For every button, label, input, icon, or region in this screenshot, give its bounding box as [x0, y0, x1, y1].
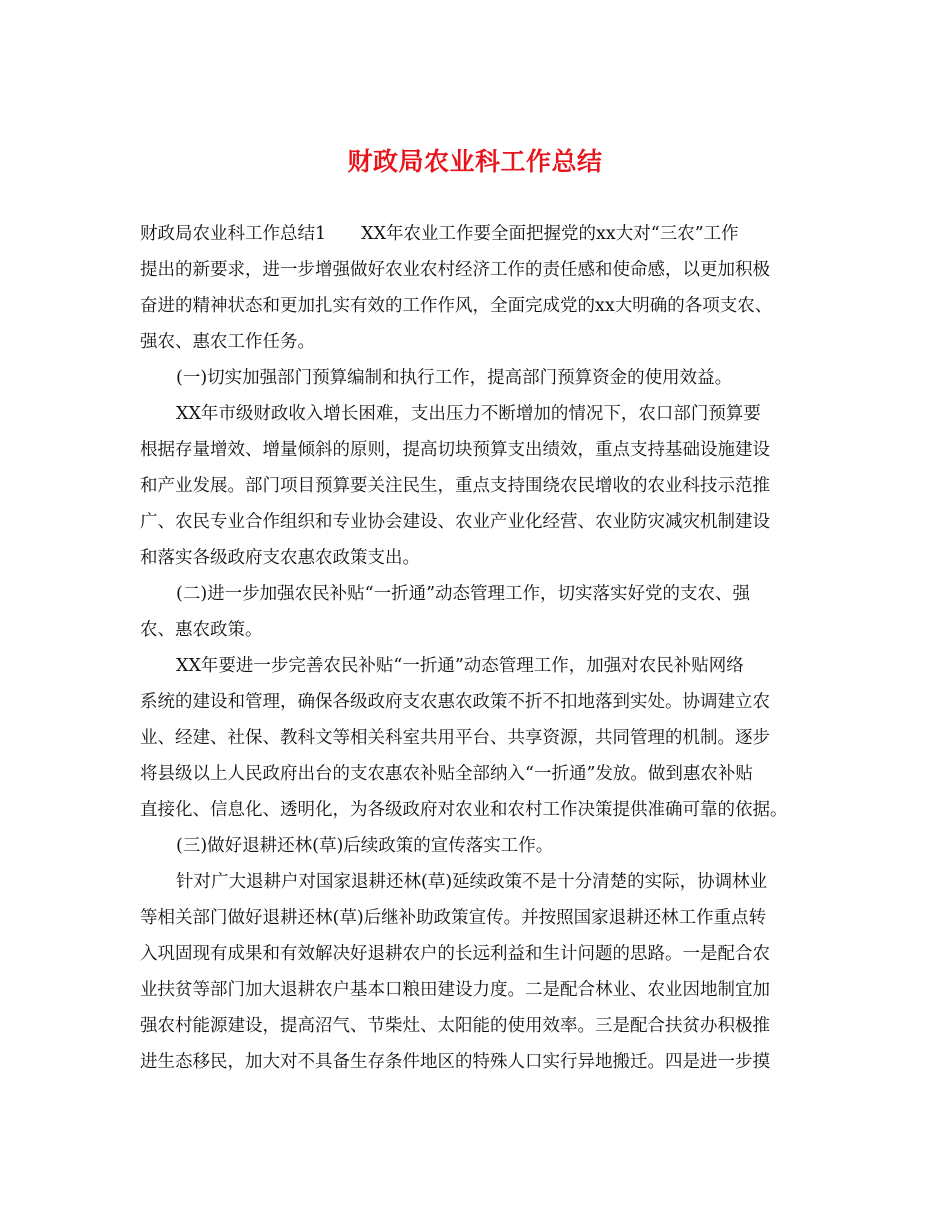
body-line: 强农、惠农工作任务。 — [140, 332, 315, 352]
section-heading: (三)做好退耕还林(草)后续政策的宣传落实工作。 — [176, 836, 554, 856]
body-line: 强农村能源建设，提高沼气、节柴灶、太阳能的使用效率。三是配合扶贫办积极推 — [140, 1016, 770, 1036]
body-line: 入巩固现有成果和有效解决好退耕农户的长远利益和生计问题的思路。一是配合农 — [140, 944, 770, 964]
body-line: 财政局农业科工作总结1 XX年农业工作要全面把握党的xx大对“三农”工作 — [140, 224, 739, 244]
section-heading: (二)进一步加强农民补贴“一折通”动态管理工作，切实落实好党的支农、强 — [176, 584, 751, 604]
body-line: 系统的建设和管理，确保各级政府支农惠农政策不折不扣地落到实处。协调建立农 — [140, 692, 770, 712]
body-line: XX年市级财政收入增长困难，支出压力不断增加的情况下，农口部门预算要 — [176, 404, 761, 424]
document-title: 财政局农业科工作总结 — [347, 147, 603, 176]
body-line: 进生态移民，加大对不具备生存条件地区的特殊人口实行异地搬迁。四是进一步摸 — [140, 1052, 770, 1072]
body-line: 针对广大退耕户对国家退耕还林(草)延续政策不是十分清楚的实际，协调林业 — [176, 872, 768, 892]
body-line: 根据存量增效、增量倾斜的原则，提高切块预算支出绩效，重点支持基础设施建设 — [140, 440, 770, 460]
body-line: 和产业发展。部门项目预算要关注民生，重点支持围绕农民增收的农业科技示范推 — [140, 476, 770, 496]
body-line: 将县级以上人民政府出台的支农惠农补贴全部纳入“一折通”发放。做到惠农补贴 — [140, 764, 753, 784]
body-line: 农、惠农政策。 — [140, 620, 263, 640]
section-heading: (一)切实加强部门预算编制和执行工作，提高部门预算资金的使用效益。 — [176, 368, 733, 388]
body-line: 广、农民专业合作组织和专业协会建设、农业产业化经营、农业防灾减灾机制建设 — [140, 512, 770, 532]
body-line: 和落实各级政府支农惠农政策支出。 — [140, 548, 420, 568]
body-line: 直接化、信息化、透明化，为各级政府对农业和农村工作决策提供准确可靠的依据。 — [140, 800, 788, 820]
body-line: 业扶贫等部门加大退耕农户基本口粮田建设力度。二是配合林业、农业因地制宜加 — [140, 980, 770, 1000]
body-line: 业、经建、社保、教科文等相关科室共用平台、共享资源，共同管理的机制。逐步 — [140, 728, 770, 748]
body-line: XX年要进一步完善农民补贴“一折通”动态管理工作，加强对农民补贴网络 — [176, 656, 744, 676]
body-line: 奋进的精神状态和更加扎实有效的工作作风，全面完成党的xx大明确的各项支农、 — [140, 296, 773, 316]
body-line: 提出的新要求，进一步增强做好农业农村经济工作的责任感和使命感，以更加积极 — [140, 260, 770, 280]
body-line: 等相关部门做好退耕还林(草)后继补助政策宣传。并按照国家退耕还林工作重点转 — [140, 908, 767, 928]
